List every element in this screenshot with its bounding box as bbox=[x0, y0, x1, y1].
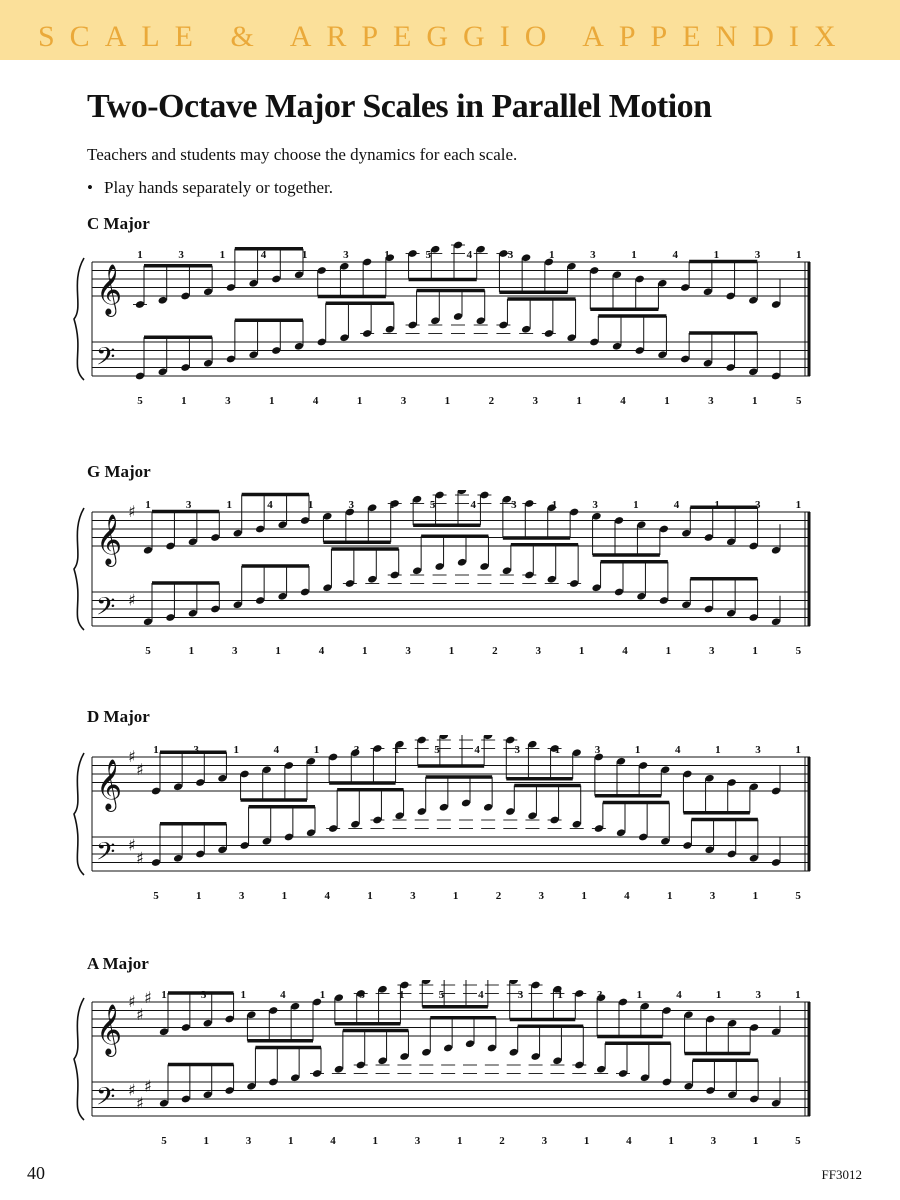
fingering-lh: 3 bbox=[541, 1135, 548, 1147]
fingering-rh: 3 bbox=[754, 249, 761, 261]
fingering-lh: 4 bbox=[330, 1135, 336, 1147]
fingering-rh: 1 bbox=[398, 989, 405, 1001]
fingering-rh: 4 bbox=[672, 249, 678, 261]
fingering-lh: 1 bbox=[666, 890, 673, 902]
bass-clef-icon: 𝄢 bbox=[96, 837, 116, 873]
banner-title: SCALE & ARPEGGIO APPENDIX bbox=[38, 20, 851, 53]
fingering-rh: 1 bbox=[795, 249, 802, 261]
fingering-rh: 1 bbox=[233, 744, 240, 756]
fingering-lh: 1 bbox=[752, 395, 758, 407]
intro-text: Teachers and students may choose the dynamics for each scale. bbox=[87, 145, 518, 164]
fingering-rh: 3 bbox=[594, 744, 601, 756]
fingering-rh: 5 bbox=[434, 744, 440, 756]
fingering-rh: 3 bbox=[178, 249, 184, 261]
fingering-lh: 3 bbox=[231, 645, 238, 657]
sharp-icon: ♯ bbox=[128, 1080, 136, 1100]
fingering-rh: 3 bbox=[185, 499, 192, 511]
sharp-icon: ♯ bbox=[136, 1093, 144, 1113]
fingering-lh: 5 bbox=[161, 1135, 167, 1147]
treble-clef-icon: 𝄞 bbox=[96, 264, 123, 315]
fingering-lh: 3 bbox=[400, 395, 407, 407]
fingering-lh: 2 bbox=[492, 645, 498, 657]
fingering-lh: 1 bbox=[268, 395, 275, 407]
fingering-lh: 2 bbox=[488, 395, 495, 407]
fingering-lh: 1 bbox=[578, 645, 585, 657]
fingering-rh: 5 bbox=[429, 499, 436, 511]
fingering-lh: 5 bbox=[795, 645, 802, 657]
bullet-dot: • bbox=[87, 178, 93, 197]
fingering-lh: 3 bbox=[538, 890, 545, 902]
sharp-icon: ♯ bbox=[136, 759, 144, 779]
fingering-lh: 1 bbox=[281, 890, 288, 902]
page-number: 40 bbox=[27, 1163, 45, 1183]
scale-title-a-major: A Major bbox=[87, 954, 149, 973]
fingering-rh: 1 bbox=[795, 499, 802, 511]
fingering-rh: 3 bbox=[348, 499, 355, 511]
fingering-lh: 1 bbox=[181, 395, 187, 407]
fingering-rh: 1 bbox=[551, 499, 558, 511]
instruction-bullet bbox=[87, 178, 333, 198]
sharp-icon: ♯ bbox=[144, 1076, 152, 1096]
fingering-rh: 3 bbox=[193, 744, 199, 756]
grand-staff-svg bbox=[0, 490, 900, 660]
fingering-lh: 4 bbox=[312, 395, 319, 407]
fingering-rh: 4 bbox=[674, 744, 681, 756]
fingering-rh: 1 bbox=[389, 499, 395, 511]
fingering-lh: 1 bbox=[362, 645, 368, 657]
fingering-lh: 1 bbox=[452, 890, 459, 902]
scale-title-d-major: D Major bbox=[87, 707, 150, 726]
fingering-rh: 3 bbox=[353, 744, 360, 756]
fingering-lh: 1 bbox=[664, 395, 670, 407]
fingering-rh: 1 bbox=[715, 744, 721, 756]
fingering-lh: 1 bbox=[288, 1135, 294, 1147]
fingering-lh: 2 bbox=[495, 890, 502, 902]
fingering-rh: 3 bbox=[517, 989, 524, 1001]
sharp-icon: ♯ bbox=[128, 502, 136, 521]
fingering-rh: 3 bbox=[507, 249, 514, 261]
fingering-lh: 3 bbox=[414, 1135, 421, 1147]
grand-staff-a-major bbox=[0, 980, 900, 1155]
fingering-rh: 4 bbox=[466, 249, 473, 261]
brace-icon bbox=[74, 998, 84, 1120]
fingering-lh: 3 bbox=[532, 395, 538, 407]
grand-staff-svg bbox=[0, 980, 900, 1150]
fingering-lh: 3 bbox=[708, 395, 714, 407]
fingering-rh: 1 bbox=[319, 989, 326, 1001]
fingering-lh: 1 bbox=[203, 1135, 210, 1147]
fingering-rh: 1 bbox=[631, 249, 637, 261]
brace-icon bbox=[74, 508, 84, 630]
fingering-lh: 1 bbox=[752, 645, 758, 657]
fingering-rh: 1 bbox=[226, 499, 233, 511]
fingering-lh: 1 bbox=[581, 890, 587, 902]
fingering-lh: 3 bbox=[405, 645, 411, 657]
fingering-rh: 1 bbox=[634, 744, 641, 756]
fingering-rh: 4 bbox=[673, 499, 680, 511]
fingering-lh: 5 bbox=[137, 395, 143, 407]
fingering-rh: 4 bbox=[273, 744, 280, 756]
scale-title-c-major: C Major bbox=[87, 214, 150, 233]
fingering-lh: 1 bbox=[196, 890, 202, 902]
treble-clef-icon: 𝄞 bbox=[96, 1004, 123, 1055]
fingering-lh: 2 bbox=[499, 1135, 505, 1147]
fingering-lh: 1 bbox=[188, 645, 195, 657]
fingering-lh: 1 bbox=[668, 1135, 674, 1147]
fingering-lh: 1 bbox=[448, 645, 455, 657]
fingering-rh: 1 bbox=[633, 499, 639, 511]
fingering-rh: 1 bbox=[795, 744, 801, 756]
fingering-rh: 1 bbox=[557, 989, 563, 1001]
fingering-lh: 4 bbox=[324, 890, 330, 902]
fingering-rh: 1 bbox=[301, 249, 308, 261]
fingering-rh: 5 bbox=[438, 989, 445, 1001]
fingering-lh: 4 bbox=[624, 890, 630, 902]
fingering-lh: 1 bbox=[457, 1135, 463, 1147]
brace-icon bbox=[74, 258, 84, 380]
fingering-rh: 5 bbox=[425, 249, 431, 261]
fingering-rh: 3 bbox=[597, 989, 603, 1001]
grand-staff-g-major bbox=[0, 490, 900, 665]
fingering-lh: 3 bbox=[710, 1135, 717, 1147]
fingering-rh: 4 bbox=[280, 989, 286, 1001]
fingering-rh: 4 bbox=[470, 499, 476, 511]
fingering-rh: 1 bbox=[554, 744, 561, 756]
grand-staff-svg bbox=[0, 735, 900, 905]
fingering-lh: 1 bbox=[752, 1135, 759, 1147]
fingering-lh: 5 bbox=[795, 1135, 801, 1147]
fingering-lh: 1 bbox=[444, 395, 451, 407]
fingering-lh: 4 bbox=[318, 645, 325, 657]
fingering-rh: 1 bbox=[219, 249, 226, 261]
fingering-rh: 1 bbox=[137, 249, 143, 261]
fingering-lh: 1 bbox=[583, 1135, 590, 1147]
fingering-rh: 3 bbox=[514, 744, 520, 756]
fingering-lh: 4 bbox=[622, 645, 628, 657]
fingering-rh: 4 bbox=[474, 744, 480, 756]
fingering-rh: 1 bbox=[713, 249, 720, 261]
fingering-lh: 3 bbox=[709, 890, 716, 902]
appendix-banner bbox=[0, 0, 900, 60]
fingering-rh: 1 bbox=[384, 249, 390, 261]
fingering-lh: 3 bbox=[410, 890, 416, 902]
sharp-icon: ♯ bbox=[128, 747, 136, 766]
fingering-rh: 3 bbox=[200, 989, 207, 1001]
bullet-text: Play hands separately or together. bbox=[104, 178, 333, 197]
catalog-code: FF3012 bbox=[821, 1167, 862, 1182]
fingering-rh: 3 bbox=[343, 249, 349, 261]
fingering-lh: 3 bbox=[245, 1135, 252, 1147]
sharp-icon: ♯ bbox=[136, 1004, 144, 1024]
fingering-rh: 1 bbox=[714, 499, 720, 511]
fingering-rh: 1 bbox=[145, 499, 151, 511]
bass-clef-icon: 𝄢 bbox=[96, 592, 116, 628]
brace-icon bbox=[74, 753, 84, 875]
fingering-lh: 5 bbox=[145, 645, 151, 657]
fingering-rh: 3 bbox=[592, 499, 598, 511]
fingering-rh: 1 bbox=[307, 499, 314, 511]
fingering-lh: 3 bbox=[708, 645, 715, 657]
fingering-lh: 4 bbox=[620, 395, 626, 407]
fingering-lh: 1 bbox=[367, 890, 373, 902]
fingering-rh: 1 bbox=[394, 744, 400, 756]
page-title: Two-Octave Major Scales in Parallel Motion bbox=[87, 88, 712, 125]
fingering-lh: 1 bbox=[372, 1135, 379, 1147]
fingering-rh: 3 bbox=[755, 744, 761, 756]
treble-clef-icon: 𝄞 bbox=[96, 759, 123, 810]
sharp-icon: ♯ bbox=[128, 835, 136, 855]
grand-staff-d-major bbox=[0, 735, 900, 910]
bass-clef-icon: 𝄢 bbox=[96, 1082, 116, 1118]
fingering-rh: 1 bbox=[548, 249, 555, 261]
sharp-icon: ♯ bbox=[128, 992, 136, 1011]
sharp-icon: ♯ bbox=[128, 590, 136, 610]
fingering-lh: 1 bbox=[752, 890, 759, 902]
fingering-lh: 3 bbox=[225, 395, 231, 407]
fingering-rh: 1 bbox=[795, 989, 801, 1001]
fingering-lh: 1 bbox=[665, 645, 672, 657]
grand-staff-svg bbox=[0, 240, 900, 410]
fingering-rh: 3 bbox=[755, 499, 761, 511]
fingering-lh: 5 bbox=[153, 890, 159, 902]
fingering-rh: 1 bbox=[715, 989, 722, 1001]
fingering-rh: 4 bbox=[267, 499, 273, 511]
fingering-lh: 3 bbox=[535, 645, 542, 657]
sharp-icon: ♯ bbox=[144, 987, 152, 1007]
scale-title-g-major: G Major bbox=[87, 462, 151, 481]
grand-staff-c-major bbox=[0, 240, 900, 415]
fingering-lh: 5 bbox=[795, 395, 802, 407]
fingering-rh: 3 bbox=[359, 989, 365, 1001]
fingering-rh: 3 bbox=[755, 989, 761, 1001]
fingering-rh: 1 bbox=[313, 744, 320, 756]
fingering-lh: 5 bbox=[795, 890, 801, 902]
sharp-icon: ♯ bbox=[136, 848, 144, 868]
fingering-rh: 1 bbox=[240, 989, 246, 1001]
fingering-rh: 4 bbox=[478, 989, 484, 1001]
fingering-rh: 1 bbox=[636, 989, 643, 1001]
bass-clef-icon: 𝄢 bbox=[96, 342, 116, 378]
fingering-rh: 4 bbox=[260, 249, 267, 261]
fingering-rh: 1 bbox=[153, 744, 159, 756]
fingering-rh: 4 bbox=[676, 989, 682, 1001]
fingering-lh: 3 bbox=[238, 890, 245, 902]
treble-clef-icon: 𝄞 bbox=[96, 514, 123, 565]
fingering-rh: 3 bbox=[590, 249, 596, 261]
fingering-rh: 3 bbox=[511, 499, 517, 511]
fingering-lh: 1 bbox=[356, 395, 363, 407]
fingering-lh: 1 bbox=[275, 645, 281, 657]
fingering-rh: 1 bbox=[161, 989, 167, 1001]
fingering-lh: 4 bbox=[626, 1135, 632, 1147]
fingering-lh: 1 bbox=[576, 395, 582, 407]
